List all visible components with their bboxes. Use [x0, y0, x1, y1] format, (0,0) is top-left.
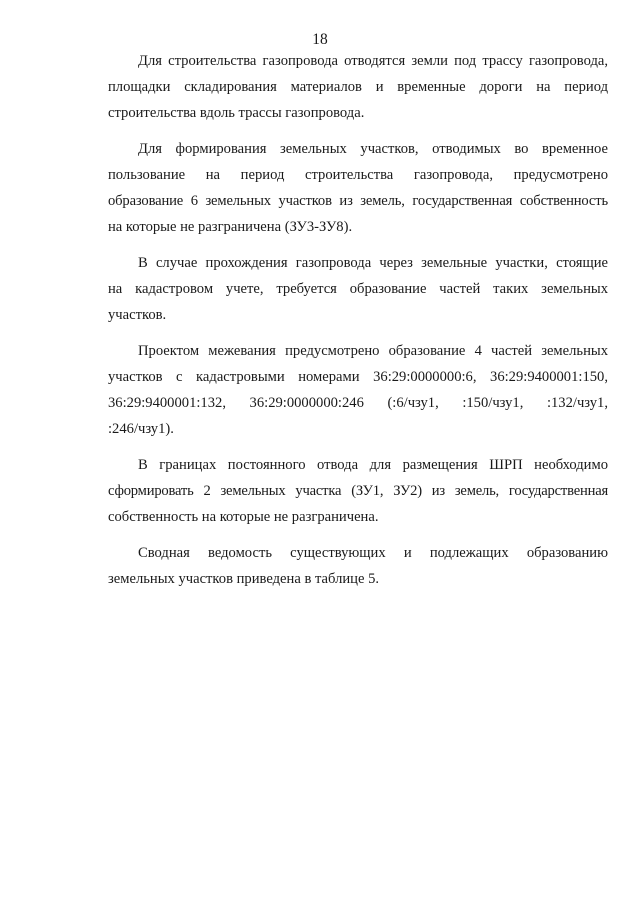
document-body [108, 48, 608, 602]
text-line: строительства вдоль трассы газопровода. [108, 105, 365, 121]
text-line: площадки складирования материалов и временные дороги на период [108, 79, 608, 95]
text-line: В случае прохождения газопровода через земельные участки, стоящие [138, 255, 608, 271]
text-line: собственность на которые не разграничена. [108, 509, 379, 525]
text-line: на кадастровом учете, требуется образование частей таких земельных [108, 281, 608, 297]
text-line: участков. [108, 307, 167, 323]
text-line: В границах постоянного отвода для размещения ШРП необходимо [138, 457, 608, 473]
text-line: Для строительства газопровода отводятся земли под трассу газопровода, [138, 53, 608, 69]
text-line: пользование на период строительства газопровода, предусмотрено [108, 167, 608, 183]
paragraph-summary-table-ref [108, 540, 608, 592]
text-line: Проектом межевания предусмотрено образование 4 частей земельных [138, 343, 608, 359]
paragraph-temporary-plots [108, 136, 608, 240]
text-line: земельных участков приведена в таблице 5. [108, 571, 380, 587]
page-number: 18 [312, 31, 328, 48]
paragraph-cadastral-parts [108, 250, 608, 328]
paragraph-permanent-allotment [108, 452, 608, 530]
text-line: Для формирования земельных участков, отводимых во временное [138, 141, 608, 157]
text-line: 36:29:9400001:132, 36:29:0000000:246 (:6/чзу1, :150/чзу1, :132/чзу1, [108, 395, 608, 411]
text-line: :246/чзу1). [108, 421, 174, 437]
paragraph-survey-project [108, 338, 608, 442]
paragraph-land-allocation [108, 48, 608, 126]
text-line: сформировать 2 земельных участка (ЗУ1, ЗУ2) из земель, государственная [108, 483, 608, 499]
text-line: образование 6 земельных участков из земель, государственная собственность [108, 193, 608, 209]
text-line: на которые не разграничена (ЗУ3-ЗУ8). [108, 219, 353, 235]
text-line: Сводная ведомость существующих и подлежащих образованию [138, 545, 608, 561]
text-line: участков с кадастровыми номерами 36:29:0000000:6, 36:29:9400001:150, [108, 369, 608, 385]
